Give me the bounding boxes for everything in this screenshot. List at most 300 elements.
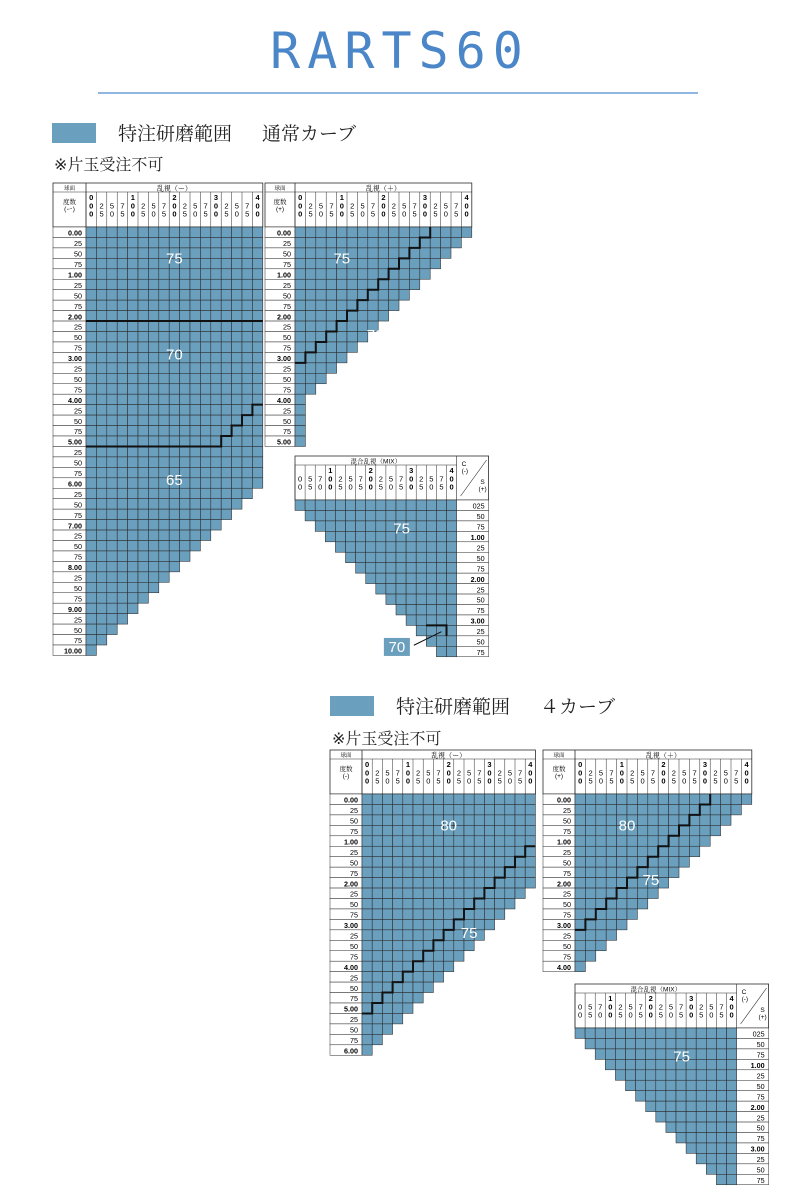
range-cell <box>585 857 595 867</box>
range-cell <box>403 972 413 982</box>
range-cell <box>295 332 305 342</box>
column-digit: 0 <box>89 209 94 219</box>
range-cell <box>242 269 252 279</box>
range-cell <box>403 878 413 888</box>
range-cell <box>716 1059 726 1069</box>
range-cell <box>357 311 367 321</box>
mix-s-label: S <box>480 479 485 486</box>
column-digit: 2 <box>456 768 461 778</box>
row-label: 50 <box>350 816 358 826</box>
row-label: 75 <box>563 910 571 920</box>
range-cell <box>706 1091 716 1101</box>
range-cell <box>403 857 413 867</box>
range-cell <box>447 594 457 604</box>
range-cell <box>96 394 106 404</box>
range-cell <box>138 446 148 456</box>
range-cell <box>444 857 454 867</box>
range-cell <box>86 352 96 362</box>
range-cell <box>356 542 366 552</box>
range-cell <box>356 510 366 520</box>
range-cell <box>396 510 406 520</box>
range-cell <box>221 467 231 477</box>
column-digit: 0 <box>648 1010 653 1020</box>
range-cell <box>107 311 117 321</box>
range-cell <box>474 846 484 856</box>
range-cell <box>148 509 158 519</box>
range-cell <box>406 552 416 562</box>
range-cell <box>117 541 127 551</box>
range-cell <box>716 1070 726 1080</box>
sph-header: 球面 <box>553 753 565 759</box>
cyl-header: 乱視（＋） <box>645 752 681 760</box>
range-cell <box>107 258 117 268</box>
range-cell <box>420 227 430 237</box>
range-cell <box>495 836 505 846</box>
range-cell <box>648 846 658 856</box>
column-digit: 0 <box>422 209 428 219</box>
range-cell <box>190 384 200 394</box>
range-cell <box>148 269 158 279</box>
range-cell <box>596 899 606 909</box>
column-digit: 0 <box>409 482 414 492</box>
column-digit: 7 <box>318 474 323 484</box>
range-cell <box>117 478 127 488</box>
row-label: 50 <box>756 1123 765 1133</box>
range-cell <box>727 1133 737 1143</box>
range-cell <box>382 878 392 888</box>
range-cell <box>138 478 148 488</box>
zone-label: 75 <box>642 871 660 889</box>
range-cell <box>696 1080 706 1090</box>
row-label: 25 <box>563 889 571 899</box>
column-digit: 0 <box>402 209 407 219</box>
range-cell <box>221 321 231 331</box>
column-digit: 0 <box>89 193 94 202</box>
range-cell <box>295 373 305 383</box>
range-cell <box>393 930 403 940</box>
range-cell <box>117 436 127 446</box>
range-cell <box>190 342 200 352</box>
range-cell <box>128 520 138 530</box>
range-cell <box>575 909 585 919</box>
range-cell <box>347 290 357 300</box>
row-label: 025 <box>752 1029 765 1039</box>
column-digit: 5 <box>456 776 461 786</box>
range-cell <box>716 1143 726 1153</box>
range-cell <box>242 384 252 394</box>
range-cell <box>211 426 221 436</box>
range-cell <box>464 815 474 825</box>
range-cell <box>413 888 423 898</box>
range-cell <box>138 572 148 582</box>
range-cell <box>221 258 231 268</box>
range-cell <box>232 258 242 268</box>
range-cell <box>117 321 127 331</box>
range-cell <box>107 373 117 383</box>
range-cell <box>423 919 433 929</box>
column-digit: 7 <box>395 768 400 778</box>
range-cell <box>190 436 200 446</box>
range-cell <box>232 457 242 467</box>
range-cell <box>211 290 221 300</box>
range-cell <box>393 846 403 856</box>
column-digit: 2 <box>99 201 104 211</box>
range-cell <box>386 584 396 594</box>
row-label: 25 <box>476 627 485 637</box>
column-digit: 0 <box>487 776 492 786</box>
range-cell <box>316 279 326 289</box>
range-cell <box>128 415 138 425</box>
range-cell <box>403 899 413 909</box>
range-cell <box>505 857 515 867</box>
row-label: 50 <box>350 983 358 993</box>
column-digit: 0 <box>598 1010 603 1020</box>
range-cell <box>426 584 436 594</box>
range-cell <box>433 899 443 909</box>
range-cell <box>200 290 210 300</box>
range-cell <box>393 857 403 867</box>
range-cell <box>190 467 200 477</box>
row-label: 25 <box>283 280 291 290</box>
column-digit: 0 <box>723 776 728 786</box>
range-cell <box>86 321 96 331</box>
range-cell <box>232 352 242 362</box>
range-cell <box>96 603 106 613</box>
range-cell <box>347 321 357 331</box>
range-cell <box>211 321 221 331</box>
row-label: 25 <box>756 1113 765 1123</box>
range-cell <box>433 940 443 950</box>
range-cell <box>525 867 535 877</box>
column-digit: 5 <box>638 1010 643 1020</box>
range-cell <box>190 426 200 436</box>
row-label: 50 <box>756 1165 765 1175</box>
range-cell <box>575 794 585 804</box>
column-digit: 3 <box>422 193 428 202</box>
range-cell <box>393 961 403 971</box>
range-cell <box>356 521 366 531</box>
range-cell <box>444 804 454 814</box>
range-cell <box>515 867 525 877</box>
range-cell <box>128 582 138 592</box>
range-cell <box>86 509 96 519</box>
range-cell <box>372 888 382 898</box>
range-cell <box>575 951 585 961</box>
legend-special-label: 特注研磨範囲 <box>118 123 233 145</box>
range-cell <box>362 909 372 919</box>
range-cell <box>232 332 242 342</box>
range-cell <box>337 352 347 362</box>
range-cell <box>658 857 668 867</box>
range-cell <box>389 258 399 268</box>
column-digit: 2 <box>588 768 593 778</box>
range-cell <box>138 290 148 300</box>
range-cell <box>138 499 148 509</box>
range-cell <box>627 804 637 814</box>
column-digit: 0 <box>213 201 219 211</box>
range-cell <box>706 1122 716 1132</box>
range-cell <box>252 446 262 456</box>
range-cell <box>366 500 376 510</box>
column-digit: 5 <box>402 201 407 211</box>
degree-label: (-) <box>342 772 350 780</box>
range-cell <box>200 321 210 331</box>
range-cell <box>242 373 252 383</box>
range-cell <box>382 899 392 909</box>
range-cell <box>525 804 535 814</box>
range-cell <box>128 541 138 551</box>
range-cell <box>159 269 169 279</box>
range-cell <box>413 878 423 888</box>
range-cell <box>169 384 179 394</box>
column-digit: 2 <box>224 201 229 211</box>
range-cell <box>86 436 96 446</box>
range-cell <box>180 415 190 425</box>
range-cell <box>648 857 658 867</box>
range-cell <box>117 572 127 582</box>
range-cell <box>107 321 117 331</box>
range-cell <box>447 542 457 552</box>
range-cell <box>86 394 96 404</box>
range-cell <box>676 1112 686 1122</box>
range-cell <box>138 279 148 289</box>
range-cell <box>515 836 525 846</box>
range-cell <box>252 321 262 331</box>
range-cell <box>86 311 96 321</box>
range-cell <box>159 551 169 561</box>
range-cell <box>200 352 210 362</box>
range-cell <box>716 1049 726 1059</box>
range-cell <box>211 352 221 362</box>
range-cell <box>169 321 179 331</box>
range-cell <box>393 972 403 982</box>
row-label: 75 <box>74 469 82 478</box>
range-cell <box>474 857 484 867</box>
range-cell <box>444 940 454 950</box>
row-label: 025 <box>472 501 485 511</box>
range-cell <box>366 542 376 552</box>
range-cell <box>366 521 376 531</box>
range-cell <box>362 878 372 888</box>
column-digit: 5 <box>477 776 482 786</box>
column-digit: 4 <box>744 760 749 769</box>
range-cell <box>447 552 457 562</box>
range-cell <box>107 269 117 279</box>
range-cell <box>676 1133 686 1143</box>
range-cell <box>716 1028 726 1038</box>
range-cell <box>378 269 388 279</box>
range-cell <box>686 1112 696 1122</box>
range-cell <box>86 478 96 488</box>
range-cell <box>382 794 392 804</box>
range-cell <box>305 300 315 310</box>
column-digit: 0 <box>729 1010 734 1020</box>
range-cell <box>436 563 446 573</box>
range-cell <box>409 279 419 289</box>
range-cell <box>138 332 148 342</box>
range-cell <box>741 794 751 804</box>
column-digit: 5 <box>436 776 441 786</box>
range-cell <box>128 457 138 467</box>
range-cell <box>148 530 158 540</box>
range-cell <box>372 878 382 888</box>
column-digit: 0 <box>328 474 333 484</box>
range-cell <box>295 405 305 415</box>
range-cell <box>393 951 403 961</box>
range-cell <box>413 919 423 929</box>
range-cell <box>454 804 464 814</box>
range-cell <box>669 857 679 867</box>
range-cell <box>96 237 106 247</box>
range-cell <box>107 279 117 289</box>
range-cell <box>393 940 403 950</box>
range-cell <box>585 846 595 856</box>
zone-label: 65 <box>166 472 183 490</box>
range-cell <box>444 930 454 940</box>
range-cell <box>585 909 595 919</box>
range-cell <box>656 1080 666 1090</box>
range-cell <box>232 363 242 373</box>
row-label: 75 <box>283 385 291 395</box>
range-cell <box>128 269 138 279</box>
range-cell <box>626 1038 636 1048</box>
range-cell <box>495 867 505 877</box>
range-cell <box>525 825 535 835</box>
row-label: 3.00 <box>68 354 82 364</box>
column-digit: 0 <box>702 776 708 786</box>
range-cell <box>211 279 221 289</box>
range-cell <box>252 237 262 247</box>
range-cell <box>606 867 616 877</box>
degree-label: 度数 <box>339 766 353 773</box>
range-cell <box>295 415 305 425</box>
row-label: 75 <box>350 868 358 878</box>
range-cell <box>454 846 464 856</box>
range-cell <box>86 499 96 509</box>
range-cell <box>362 825 372 835</box>
range-cell <box>382 951 392 961</box>
row-label: 10.00 <box>64 646 82 656</box>
range-cell <box>464 804 474 814</box>
range-cell <box>696 1112 706 1122</box>
range-cell <box>138 237 148 247</box>
range-cell <box>716 1101 726 1111</box>
range-cell <box>211 363 221 373</box>
row-label: 75 <box>74 510 82 520</box>
range-cell <box>525 878 535 888</box>
range-cell <box>637 815 647 825</box>
range-cell <box>426 521 436 531</box>
range-cell <box>180 457 190 467</box>
row-label: 75 <box>350 910 358 920</box>
range-cell <box>211 300 221 310</box>
range-cell <box>346 510 356 520</box>
range-cell <box>252 258 262 268</box>
range-cell <box>325 521 335 531</box>
column-digit: 0 <box>507 776 512 786</box>
row-label: 50 <box>74 542 82 552</box>
range-cell <box>454 857 464 867</box>
row-label: 2.00 <box>68 312 82 322</box>
range-cell <box>148 541 158 551</box>
range-cell <box>382 909 392 919</box>
degree-label: 度数 <box>552 766 566 773</box>
range-cell <box>447 573 457 583</box>
range-cell <box>366 573 376 583</box>
zone-label: 80 <box>618 817 636 835</box>
range-cell <box>416 552 426 562</box>
range-cell <box>656 1070 666 1080</box>
range-cell <box>436 531 446 541</box>
range-cell <box>316 269 326 279</box>
range-cell <box>366 552 376 562</box>
range-cell <box>96 446 106 456</box>
range-cell <box>636 1038 646 1048</box>
table-s2-minus <box>330 750 535 1055</box>
column-digit: 0 <box>339 209 344 219</box>
column-digit: 0 <box>682 776 687 786</box>
column-digit: 5 <box>395 776 400 786</box>
range-cell <box>190 530 200 540</box>
range-cell <box>252 478 262 488</box>
row-label: 50 <box>563 816 571 826</box>
range-cell <box>326 237 336 247</box>
column-digit: 0 <box>109 209 115 219</box>
column-digit: 7 <box>650 768 656 778</box>
range-cell <box>451 237 461 247</box>
range-cell <box>716 1091 726 1101</box>
range-cell <box>636 1059 646 1069</box>
range-cell <box>686 1143 696 1153</box>
range-cell <box>679 815 689 825</box>
range-cell <box>190 446 200 456</box>
range-cell <box>326 363 336 373</box>
range-cell <box>169 520 179 530</box>
row-label: 2.00 <box>557 879 571 889</box>
range-cell <box>86 467 96 477</box>
column-digit: 0 <box>360 209 365 219</box>
range-cell <box>200 436 210 446</box>
range-cell <box>180 405 190 415</box>
column-digit: 2 <box>368 466 373 475</box>
range-cell <box>169 300 179 310</box>
row-label: 75 <box>476 647 485 657</box>
range-cell <box>505 804 515 814</box>
range-cell <box>436 552 446 562</box>
range-cell <box>716 1112 726 1122</box>
column-digit: 5 <box>350 209 355 219</box>
column-digit: 2 <box>308 201 313 211</box>
row-label: 7.00 <box>68 521 82 531</box>
range-cell <box>399 227 409 237</box>
range-cell <box>447 584 457 594</box>
range-cell <box>96 311 106 321</box>
column-digit: 0 <box>151 209 156 219</box>
column-digit: 0 <box>577 1002 583 1012</box>
range-cell <box>433 867 443 877</box>
range-cell <box>138 415 148 425</box>
range-cell <box>378 279 388 289</box>
range-cell <box>200 509 210 519</box>
range-cell <box>315 500 325 510</box>
range-cell <box>444 867 454 877</box>
range-cell <box>242 436 252 446</box>
row-label: 25 <box>756 1071 765 1081</box>
column-digit: 5 <box>426 768 431 778</box>
range-cell <box>376 500 386 510</box>
row-label: 50 <box>74 374 82 384</box>
range-cell <box>627 836 637 846</box>
